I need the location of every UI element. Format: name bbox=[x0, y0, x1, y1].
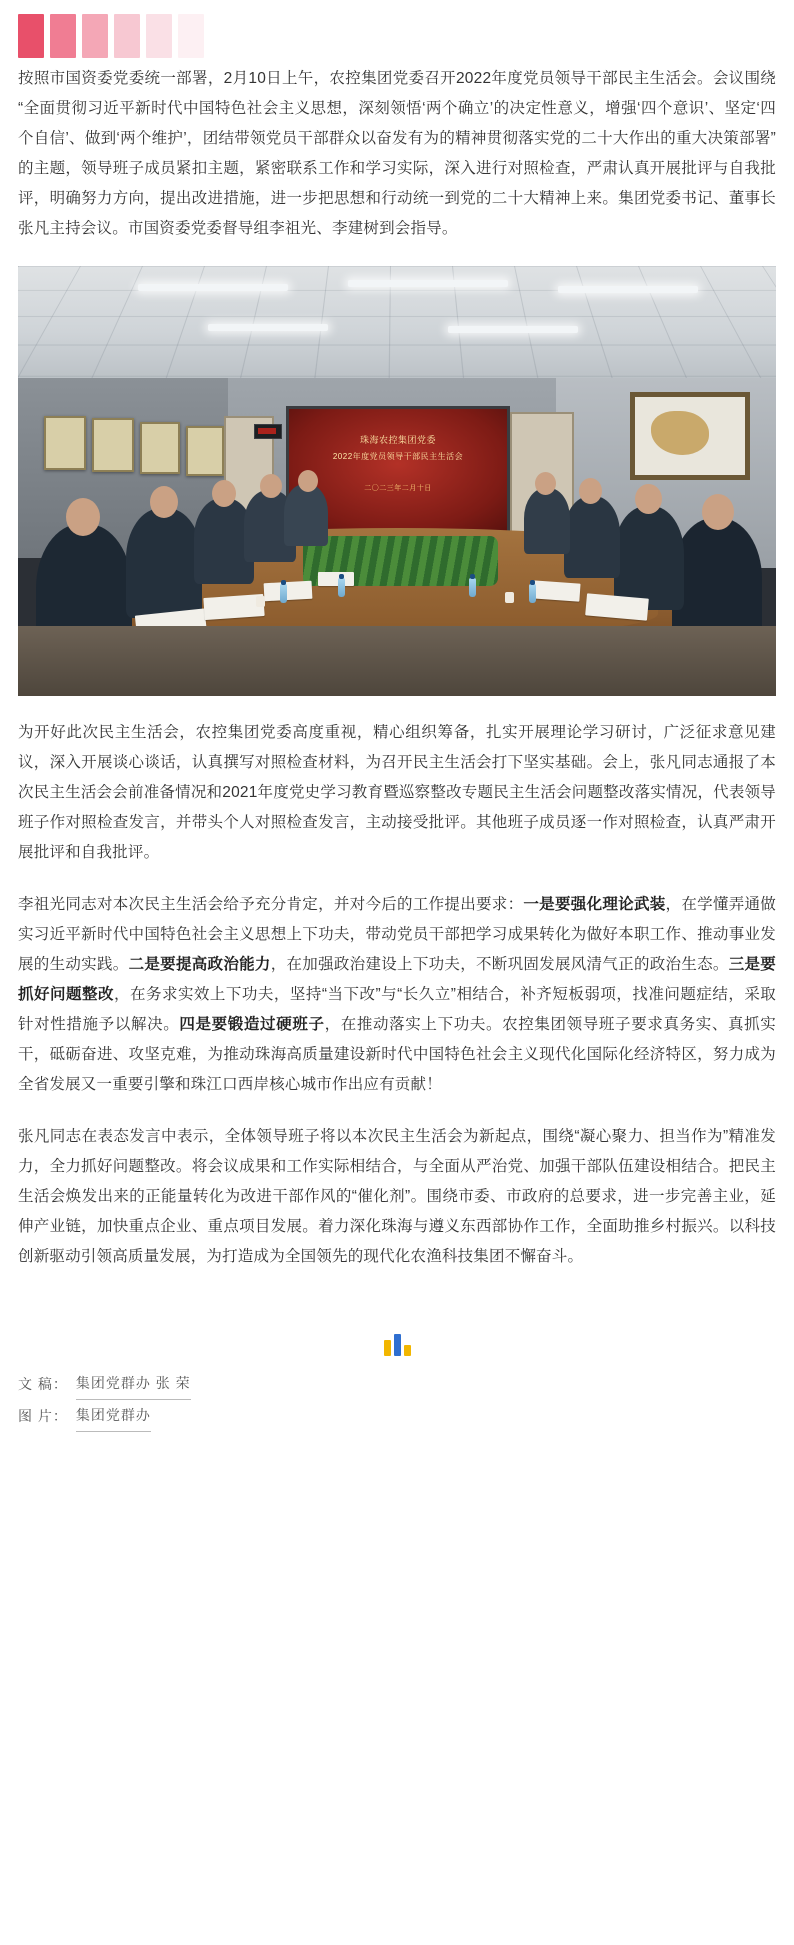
attendee-left-2-head bbox=[150, 486, 178, 518]
wall-plaque-3 bbox=[140, 422, 180, 474]
tea-cup-1 bbox=[256, 596, 265, 607]
screen-date: 二〇二三年二月十日 bbox=[364, 485, 432, 492]
attendee-right-3-head bbox=[579, 478, 602, 504]
water-bottle-4 bbox=[529, 584, 536, 603]
deco-bar-5 bbox=[146, 14, 172, 58]
credit-label-author: 文 稿： bbox=[18, 1376, 68, 1392]
paragraph-3-segment-8: 四是要锻造过硬班子 bbox=[179, 1016, 325, 1033]
attendee-right-2 bbox=[614, 506, 684, 610]
paragraph-3-segment-2: 一是要强化理论武装 bbox=[523, 896, 666, 913]
wall-plaque-1 bbox=[44, 416, 86, 470]
wall-plaque-4 bbox=[186, 426, 224, 476]
water-bottle-1 bbox=[280, 584, 287, 603]
paragraph-3-segment-6: 三是要抓好问题整改 bbox=[18, 956, 776, 1003]
attendee-right-3 bbox=[564, 496, 620, 578]
footer-logo-bar-1 bbox=[384, 1340, 391, 1356]
footer-logo bbox=[0, 1294, 794, 1356]
water-bottle-2 bbox=[338, 578, 345, 597]
paragraph-4: 张凡同志在表态发言中表示，全体领导班子将以本次民主生活会为新起点，围绕“凝心聚力、担当作为”精准发力，全力抓好问题整改。将会议成果和工作实际相结合，与全面从严治党、加强干部队伍建设相结合。把民主生活会焕发出来的正能量转化为改进干部作风的“催化剂”。围绕市委、市政府的总要求，进一步完善主业，延伸产业链，加快重点企业、重点项目发展。着力深化珠海与遵义东西部协作工作，全面助推乡村振兴。以科技创新驱动引领高质量发展，为打造成为全国领先的现代化农渔科技集团不懈奋斗。 bbox=[18, 1128, 776, 1265]
deco-bar-3 bbox=[82, 14, 108, 58]
credit-value-photo: 集团党群办 bbox=[76, 1400, 151, 1432]
attendee-left-3-head bbox=[212, 480, 236, 507]
credit-value-author: 集团党群办 张 荣 bbox=[76, 1368, 191, 1400]
photo-container bbox=[0, 266, 794, 718]
document-paper-6 bbox=[318, 572, 354, 586]
paragraph-2: 为开好此次民主生活会，农控集团党委高度重视，精心组织筹备，扎实开展理论学习研讨，广泛征求意见建议，深入开展谈心谈话，认真撰写对照检查材料，为召开民主生活会打下坚实基础。会上，张凡同志通报了本次民主生活会会前准备情况和2021年度党史学习教育暨巡察整改专题民主生活会问题整改落实情况，代表领导班子作对照检查发言，并带头个人对照检查发言，主动接受批评。其他班子成员逐一作对照检查，认真严肃开展批评和自我批评。 bbox=[18, 724, 776, 861]
credit-label-photo: 图 片： bbox=[18, 1408, 68, 1424]
deco-bar-2 bbox=[50, 14, 76, 58]
ceiling-light-2 bbox=[348, 280, 508, 287]
credits-block bbox=[0, 1356, 794, 1452]
deco-bar-6 bbox=[178, 14, 204, 58]
deco-bar-4 bbox=[114, 14, 140, 58]
deco-bar-1 bbox=[18, 14, 44, 58]
attendee-right-1-head bbox=[702, 494, 734, 530]
attendee-left-5 bbox=[284, 484, 328, 546]
ceiling-light-3 bbox=[558, 286, 698, 293]
attendee-right-4-head bbox=[535, 472, 556, 495]
paragraph-3-segment-3: ，在学懂弄通做实习近平新时代中国特色社会主义思想上下功夫，带动党员干部把学习成果转化为做好本职工作、推动事业发展的生动实践。 bbox=[18, 896, 776, 973]
ceiling-light-4 bbox=[208, 324, 328, 331]
screen-subtitle: 2022年度党员领导干部民主生活会 bbox=[332, 452, 464, 461]
credit-row-author bbox=[18, 1368, 776, 1400]
attendee-right-4 bbox=[524, 488, 570, 554]
paragraph-3-segment-9: ，在推动落实上下功夫。农控集团领导班子要求真务实、真抓实干，砥砺奋进、攻坚克难，为推动珠海高质量建设新时代中国特色社会主义现代化国际化经济特区，努力成为全省发展又一重要引擎和珠江口西岸核心城市作出应有贡献！ bbox=[18, 1016, 776, 1093]
tea-cup-2 bbox=[505, 592, 514, 603]
document-paper-5 bbox=[531, 580, 580, 601]
ceiling-light-5 bbox=[448, 326, 578, 333]
footer-logo-bar-3 bbox=[404, 1345, 411, 1356]
paragraph-3-segment-1: 李祖光同志对本次民主生活会给予充分肯定，并对今后的工作提出要求： bbox=[18, 896, 524, 913]
wall-plaque-2 bbox=[92, 418, 134, 472]
attendee-left-5-head bbox=[298, 470, 318, 492]
article-body-continued bbox=[0, 718, 794, 1272]
attendee-left-4-head bbox=[260, 474, 282, 498]
paragraph-3-segment-7: ，在务求实效上下功夫，坚持“当下改”与“长久立”相结合，补齐短板弱项，找准问题症结，采取针对性措施予以解决。 bbox=[18, 986, 777, 1033]
credit-row-photo bbox=[18, 1400, 776, 1432]
floor bbox=[18, 626, 776, 696]
paragraph-3-segment-4: 二是要提高政治能力 bbox=[128, 956, 271, 973]
meeting-room-photo bbox=[18, 266, 776, 696]
article-body bbox=[0, 64, 794, 244]
wall-map bbox=[630, 392, 750, 480]
document-paper-3 bbox=[264, 581, 313, 601]
paragraph-3-segment-5: ，在加强政治建设上下功夫，不断巩固发展风清气正的政治生态。 bbox=[270, 956, 729, 973]
attendee-left-2 bbox=[126, 508, 202, 618]
paragraph-1: 按照市国资委党委统一部署，2月10日上午，农控集团党委召开2022年度党员领导干部民主生活会。会议围绕“全面贯彻习近平新时代中国特色社会主义思想，深刻领悟‘两个确立’的决定性意义，增强‘四个意识’、坚定‘四个自信’、做到‘两个维护’，团结带领党员干部群众以奋发有为的精神贯彻落实党的二十大作出的重大决策部署”的主题，领导班子成员紧扣主题，紧密联系工作和学习实际，深入进行对照检查，严肃认真开展批评与自我批评，明确努力方向，提出改进措施，进一步把思想和行动统一到党的二十大精神上来。集团党委书记、董事长张凡主持会议。市国资委党委督导组李祖光、李建树到会指导。 bbox=[18, 70, 776, 237]
decorative-header-bars bbox=[0, 0, 794, 58]
digital-clock bbox=[254, 424, 282, 439]
attendee-right-2-head bbox=[635, 484, 662, 514]
screen-title: 珠海农控集团党委 bbox=[359, 435, 436, 445]
footer-logo-bar-2 bbox=[394, 1334, 401, 1356]
paragraph-3 bbox=[18, 890, 776, 1100]
attendee-left-1-head bbox=[66, 498, 100, 536]
ceiling-light-1 bbox=[138, 284, 288, 291]
water-bottle-3 bbox=[469, 578, 476, 597]
